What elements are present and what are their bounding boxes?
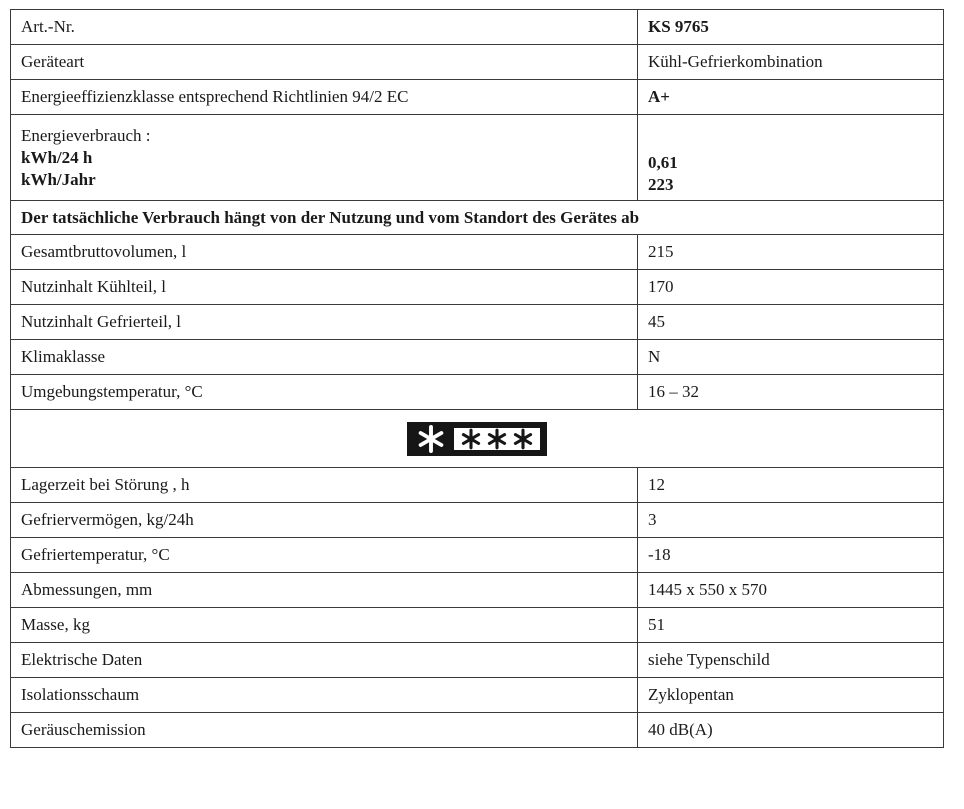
row-label: Geräuschemission — [11, 713, 638, 748]
row-energieverbrauch — [11, 115, 944, 201]
row-label: Art.-Nr. — [11, 10, 638, 45]
row-value: -18 — [638, 538, 944, 573]
row-value: 3 — [638, 503, 944, 538]
row-label: Elektrische Daten — [11, 643, 638, 678]
row-label: Gefriervermögen, kg/24h — [11, 503, 638, 538]
row-label: Nutzinhalt Gefrierteil, l — [11, 305, 638, 340]
energy-unit-year: kWh/Jahr — [21, 169, 96, 189]
row-label: Masse, kg — [11, 608, 638, 643]
row-gefriertemperatur — [11, 538, 944, 573]
row-label: Isolationsschaum — [11, 678, 638, 713]
row-value: 170 — [638, 270, 944, 305]
row-elektrische-daten — [11, 643, 944, 678]
four-star-freezer-symbol-icon — [407, 422, 547, 456]
row-energieeffizienzklasse — [11, 80, 944, 115]
row-geraeuschemission — [11, 713, 944, 748]
row-isolationsschaum — [11, 678, 944, 713]
row-label: Umgebungstemperatur, °C — [11, 375, 638, 410]
energy-label: Energieverbrauch : — [21, 125, 151, 145]
row-label: Abmessungen, mm — [11, 573, 638, 608]
row-value: 12 — [638, 468, 944, 503]
row-value — [638, 115, 944, 201]
row-value: N — [638, 340, 944, 375]
row-masse — [11, 608, 944, 643]
row-label: Lagerzeit bei Störung , h — [11, 468, 638, 503]
energy-value-year: 223 — [648, 175, 674, 194]
row-value: KS 9765 — [638, 10, 944, 45]
row-value: A+ — [638, 80, 944, 115]
row-gefriervermoegen — [11, 503, 944, 538]
row-value: 45 — [638, 305, 944, 340]
row-value: siehe Typenschild — [638, 643, 944, 678]
row-abmessungen — [11, 573, 944, 608]
star-icon — [486, 428, 508, 450]
star-icon — [512, 428, 534, 450]
star-icon — [460, 428, 482, 450]
three-star-box — [451, 425, 543, 453]
row-umgebungstemperatur — [11, 375, 944, 410]
energy-value-day: 0,61 — [648, 153, 678, 172]
energy-unit-day: kWh/24 h — [21, 147, 93, 167]
row-nutzinhalt-kuehlteil — [11, 270, 944, 305]
row-klimaklasse — [11, 340, 944, 375]
row-nutzinhalt-gefrierteil — [11, 305, 944, 340]
row-label: Gesamtbruttovolumen, l — [11, 235, 638, 270]
row-value: 1445 x 550 x 570 — [638, 573, 944, 608]
row-label: Energieeffizienzklasse entsprechend Richtlinien 94/2 EC — [11, 80, 638, 115]
row-label: Gefriertemperatur, °C — [11, 538, 638, 573]
row-art-nr — [11, 10, 944, 45]
row-value: 215 — [638, 235, 944, 270]
row-gesamtbruttovolumen — [11, 235, 944, 270]
row-geraeteart — [11, 45, 944, 80]
row-label: Nutzinhalt Kühlteil, l — [11, 270, 638, 305]
row-value: 40 dB(A) — [638, 713, 944, 748]
row-value: 16 – 32 — [638, 375, 944, 410]
spec-table — [10, 9, 944, 748]
row-lagerzeit — [11, 468, 944, 503]
row-label — [11, 115, 638, 201]
row-label: Geräteart — [11, 45, 638, 80]
row-value: Zyklopentan — [638, 678, 944, 713]
row-value: Kühl-Gefrierkombination — [638, 45, 944, 80]
row-hinweis — [11, 201, 944, 235]
consumption-note: Der tatsächliche Verbrauch hängt von der Nutzung und vom Standort des Gerätes ab — [11, 201, 944, 235]
row-value: 51 — [638, 608, 944, 643]
row-label: Klimaklasse — [11, 340, 638, 375]
row-freezer-symbol — [11, 410, 944, 468]
star-icon — [411, 422, 451, 456]
